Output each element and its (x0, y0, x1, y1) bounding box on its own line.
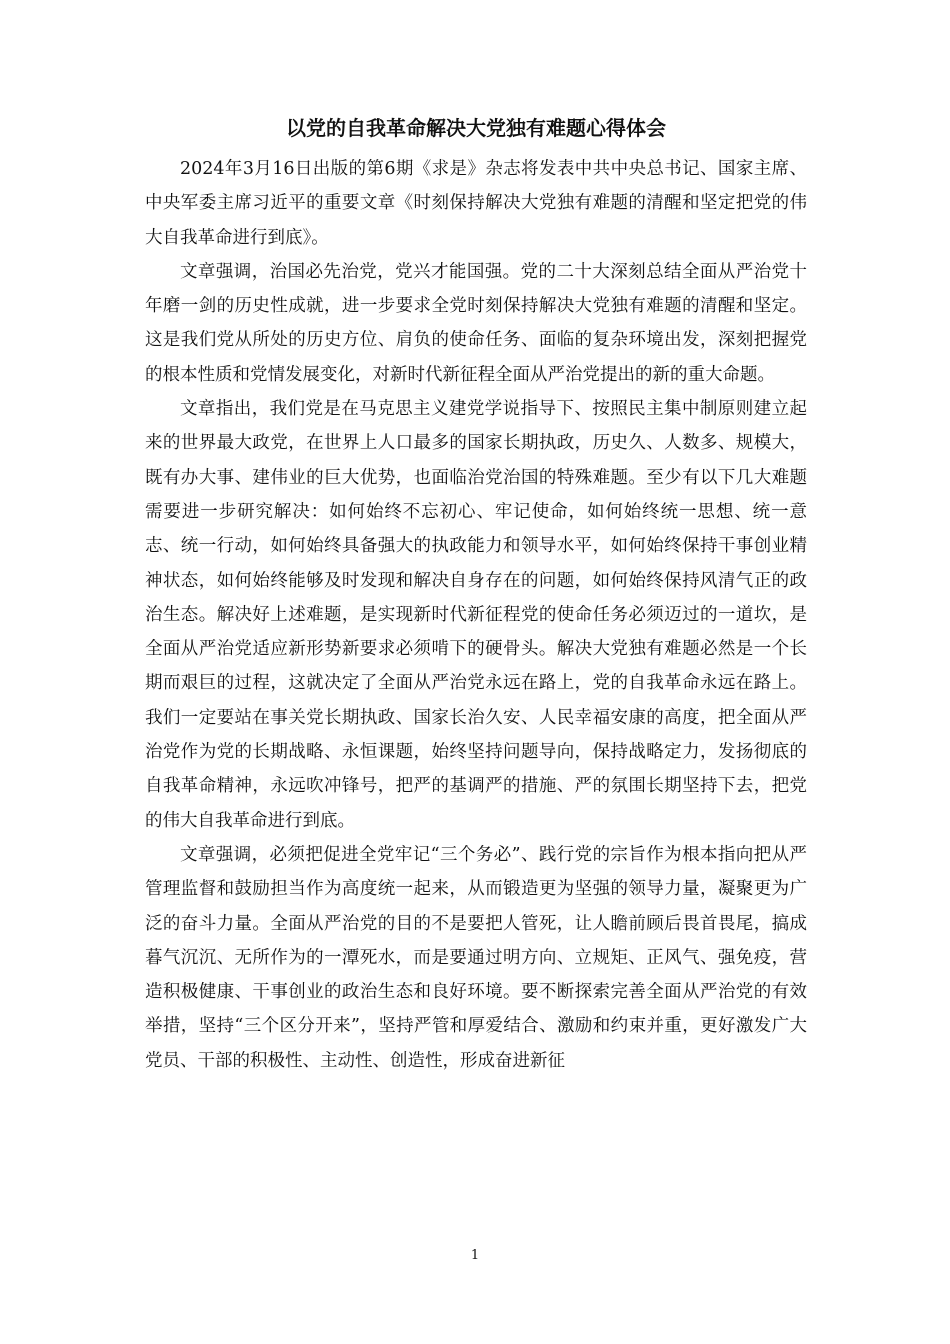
paragraph-1: 2024年3月16日出版的第6期《求是》杂志将发表中共中央总书记、国家主席、中央军委主席习近平的重要文章《时刻保持解决大党独有难题的清醒和坚定把党的伟大自我革命进行到底》。 (145, 159, 807, 248)
document-title: 以党的自我革命解决大党独有难题心得体会 (286, 116, 666, 140)
paragraph-3: 文章指出，我们党是在马克思主义建党学说指导下、按照民主集中制原则建立起来的世界最大政党，在世界上人口最多的国家长期执政，历史久、人数多、规模大，既有办大事、建伟业的巨大优势，也面临治党治国的特殊难题。至少有以下几大难题需要进一步研究解决：如何始终不忘初心、牢记使命，如何始终统一思想、统一意志、统一行动，如何始终具备强大的执政能力和领导水平，如何始终保持干事创业精神状态，如何始终能够及时发现和解决自身存在的问题，如何始终保持风清气正的政治生态。解决好上述难题，是实现新时代新征程党的使命任务必须迈过的一道坎，是全面从严治党适应新形势新要求必须啃下的硬骨头。解决大党独有难题必然是一个长期而艰巨的过程，这就决定了全面从严治党永远在路上，党的自我革命永远在路上。我们一定要站在事关党长期执政、国家长治久安、人民幸福安康的高度，把全面从严治党作为党的长期战略、永恒课题，始终坚持问题导向，保持战略定力，发扬彻底的自我革命精神，永远吹冲锋号，把严的基调严的措施、严的氛围长期坚持下去，把党的伟大自我革命进行到底。 (145, 399, 807, 831)
paragraph-4: 文章强调，必须把促进全党牢记“三个务必”、践行党的宗旨作为根本指向把从严管理监督和鼓励担当作为高度统一起来，从而锻造更为坚强的领导力量，凝聚更为广泛的奋斗力量。全面从严治党的目的不是要把人管死，让人瞻前顾后畏首畏尾，搞成暮气沉沉、无所作为的一潭死水，而是要通过明方向、立规矩、正风气、强免疫，营造积极健康、干事创业的政治生态和良好环境。要不断探索完善全面从严治党的有效举措，坚持“三个区分开来”，坚持严管和厚爱结合、激励和约束并重，更好激发广大党员、干部的积极性、主动性、创造性，形成奋进新征 (145, 844, 807, 1071)
paragraph-2: 文章强调，治国必先治党，党兴才能国强。党的二十大深刻总结全面从严治党十年磨一剑的历史性成就，进一步要求全党时刻保持解决大党独有难题的清醒和坚定。这是我们党从所处的历史方位、肩负的使命任务、面临的复杂环境出发，深刻把握党的根本性质和党情发展变化，对新时代新征程全面从严治党提出的新的重大命题。 (145, 261, 807, 385)
document-page (145, 112, 807, 1078)
page-number: 1 (470, 1248, 480, 1263)
